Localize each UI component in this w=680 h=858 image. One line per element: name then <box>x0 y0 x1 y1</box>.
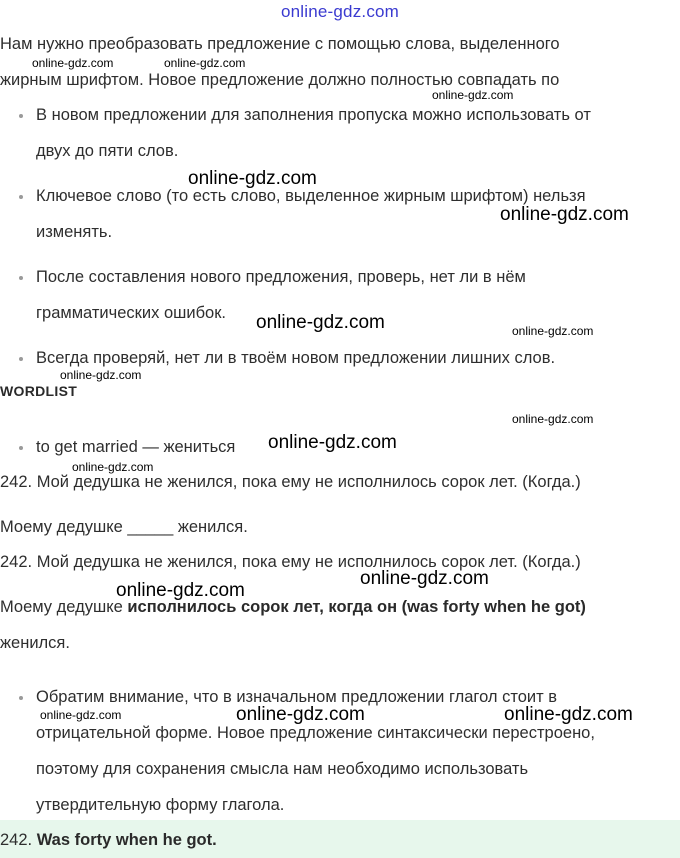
bullet-icon <box>19 357 23 361</box>
task-question-2: 242. Мой дедушка не женился, пока ему не исполнилось сорок лет. (Когда.) <box>0 553 581 571</box>
watermark: online-gdz.com <box>188 168 317 189</box>
watermark: online-gdz.com <box>32 56 114 70</box>
rule-2-line-1: Ключевое слово (то есть слово, выделенное жирным шрифтом) нельзя <box>36 187 586 205</box>
task-answer-line <box>0 597 586 617</box>
watermark: online-gdz.com <box>432 88 514 102</box>
intro-line-2: жирным шрифтом. Новое предложение должно полностью совпадать по <box>0 71 560 89</box>
watermark: online-gdz.com <box>236 704 365 725</box>
watermark: online-gdz.com <box>360 568 489 589</box>
bullet-icon <box>19 446 23 450</box>
rule-1-line-1: В новом предложении для заполнения пропуска можно использовать от <box>36 106 591 124</box>
bullet-icon <box>19 114 23 118</box>
note-line-1: Обратим внимание, что в изначальном предложении глагол стоит в <box>36 688 558 706</box>
bullet-icon <box>19 195 23 199</box>
rule-3-line-2: грамматических ошибок. <box>36 304 226 322</box>
watermark: online-gdz.com <box>116 580 245 601</box>
bullet-icon <box>19 276 23 280</box>
rule-4-line-1: Всегда проверяй, нет ли в твоём новом предложении лишних слов. <box>36 349 556 367</box>
rule-1-line-2: двух до пяти слов. <box>36 142 179 160</box>
watermark: online-gdz.com <box>60 368 142 382</box>
watermark: online-gdz.com <box>256 312 385 333</box>
top-watermark: online-gdz.com <box>280 2 400 21</box>
wordlist-item: to get married — жениться <box>36 438 236 456</box>
final-answer-text: Was forty when he got. <box>36 831 217 849</box>
wordlist-heading: WORDLIST <box>0 383 78 399</box>
final-answer <box>0 830 217 850</box>
answer-bold: исполнилось сорок лет, когда он (was forty when he got) <box>127 598 586 616</box>
watermark: online-gdz.com <box>504 704 633 725</box>
note-line-2: отрицательной форме. Новое предложение синтаксически перестроено, <box>36 724 595 742</box>
final-answer-number: 242. <box>0 831 33 849</box>
answer-prefix: Моему дедушке <box>0 598 128 616</box>
watermark: online-gdz.com <box>72 460 154 474</box>
task-question-1: 242. Мой дедушка не женился, пока ему не исполнилось сорок лет. (Когда.) <box>0 473 581 491</box>
note-line-4: утвердительную форму глагола. <box>36 796 285 814</box>
watermark: online-gdz.com <box>500 204 629 225</box>
answer-suffix: женился. <box>0 634 70 652</box>
intro-line-1: Нам нужно преобразовать предложение с помощью слова, выделенного <box>0 35 560 53</box>
watermark: online-gdz.com <box>512 412 594 426</box>
bullet-icon <box>19 696 23 700</box>
note-line-3: поэтому для сохранения смысла нам необходимо использовать <box>36 760 529 778</box>
watermark: online-gdz.com <box>512 324 594 338</box>
rule-3-line-1: После составления нового предложения, проверь, нет ли в нём <box>36 268 526 286</box>
task-gap-sentence: Моему дедушке _____ женился. <box>0 518 248 536</box>
rule-2-line-2: изменять. <box>36 223 113 241</box>
watermark: online-gdz.com <box>268 432 397 453</box>
watermark: online-gdz.com <box>40 708 122 722</box>
watermark: online-gdz.com <box>164 56 246 70</box>
